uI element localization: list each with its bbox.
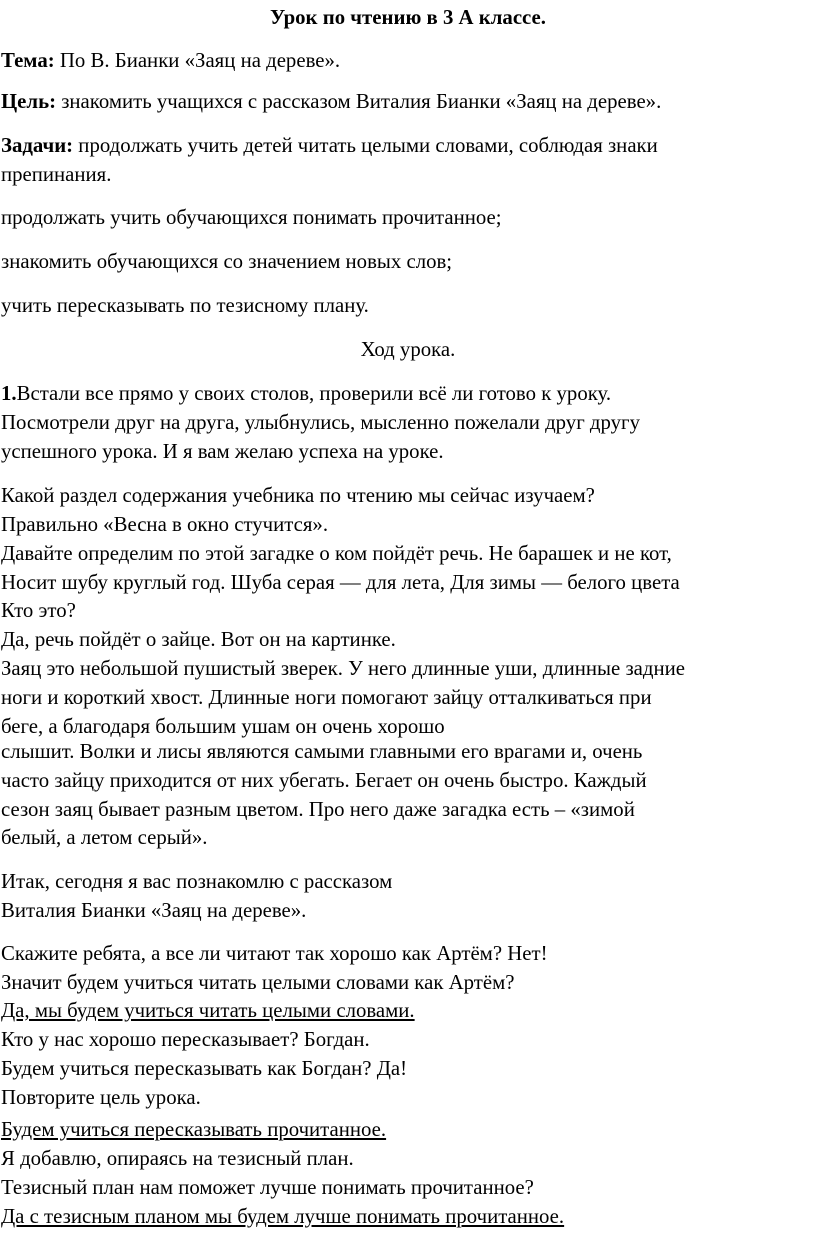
tasks-label: Задачи: <box>1 134 74 157</box>
dialogue-line: Тезисный план нам поможет лучше понимать прочитанное? <box>1 1176 534 1199</box>
dialogue-line-underlined: Будем учиться пересказывать прочитанное. <box>1 1118 387 1141</box>
dialogue-line: Кто у нас хорошо пересказывает? Богдан. <box>1 1028 370 1051</box>
para2-line: беге, а благодаря большим ушам он очень хорошо <box>1 715 445 738</box>
para3-line: Виталия Бианки «Заяц на дереве». <box>1 899 307 922</box>
para2-line: Какой раздел содержания учебника по чтению мы сейчас изучаем? <box>1 484 595 507</box>
tasks-text: продолжать учить детей читать целыми словами, соблюдая знаки <box>73 134 658 157</box>
dialogue-line: Скажите ребята, а все ли читают так хорошо как Артём? Нет! <box>1 942 548 965</box>
lesson-progress-heading: Ход урока. <box>360 338 456 361</box>
dialogue-line: Значит будем учиться читать целыми словами как Артём? <box>1 971 515 994</box>
dialogue-line: Будем учиться пересказывать как Богдан? Да! <box>1 1057 408 1080</box>
para2-line: Заяц это небольшой пушистый зверек. У него длинные уши, длинные задние <box>1 657 685 680</box>
task-item: знакомить обучающихся со значением новых слов; <box>1 250 453 273</box>
para2-line: белый, а летом серый». <box>1 826 208 849</box>
tasks-line-continued: препинания. <box>1 163 112 186</box>
task-item: учить пересказывать по тезисному плану. <box>1 294 369 317</box>
topic-label: Тема: <box>1 49 55 72</box>
para3-line: Итак, сегодня я вас познакомлю с рассказом <box>1 870 393 893</box>
goal-text: знакомить учащихся с рассказом Виталия Бианки «Заяц на дереве». <box>56 90 662 113</box>
para2-line: слышит. Волки и лисы являются самыми главными его врагами и, очень <box>1 740 643 763</box>
topic-line <box>1 47 340 74</box>
para2-line: Кто это? <box>1 599 76 622</box>
lesson-title: Урок по чтению в 3 А классе. <box>270 6 546 29</box>
para2-line: Давайте определим по этой загадке о ком пойдёт речь. Не барашек и не кот, <box>1 542 672 565</box>
tasks-line <box>1 132 658 159</box>
dialogue-line: Повторите цель урока. <box>1 1086 201 1109</box>
dialogue-line-underlined: Да с тезисным планом мы будем лучше понимать прочитанное. <box>1 1205 565 1228</box>
dialogue-line: Я добавлю, опираясь на тезисный план. <box>1 1147 354 1170</box>
goal-line <box>1 88 661 115</box>
task-item: продолжать учить обучающихся понимать прочитанное; <box>1 206 502 229</box>
step1-line <box>1 380 611 407</box>
para2-line: ноги и короткий хвост. Длинные ноги помогают зайцу отталкиваться при <box>1 686 652 709</box>
para2-line: Носит шубу круглый год. Шуба серая — для лета, Для зимы — белого цвета <box>1 571 680 594</box>
goal-label: Цель: <box>1 90 56 113</box>
para2-line: Да, речь пойдёт о зайце. Вот он на картинке. <box>1 628 396 651</box>
dialogue-line-underlined: Да, мы будем учиться читать целыми словами. <box>1 999 415 1022</box>
step1-line: успешного урока. И я вам желаю успеха на уроке. <box>1 440 444 463</box>
step1-text: Встали все прямо у своих столов, проверили всё ли готово к уроку. <box>16 382 612 405</box>
para2-line: часто зайцу приходится от них убегать. Бегает он очень быстро. Каждый <box>1 769 647 792</box>
step1-number: 1. <box>1 382 17 405</box>
topic-text: По В. Бианки «Заяц на дереве». <box>54 49 341 72</box>
para2-line: Правильно «Весна в окно стучится». <box>1 513 329 536</box>
para2-line: сезон заяц бывает разным цветом. Про него даже загадка есть – «зимой <box>1 798 635 821</box>
step1-line: Посмотрели друг на друга, улыбнулись, мысленно пожелали друг другу <box>1 411 640 434</box>
